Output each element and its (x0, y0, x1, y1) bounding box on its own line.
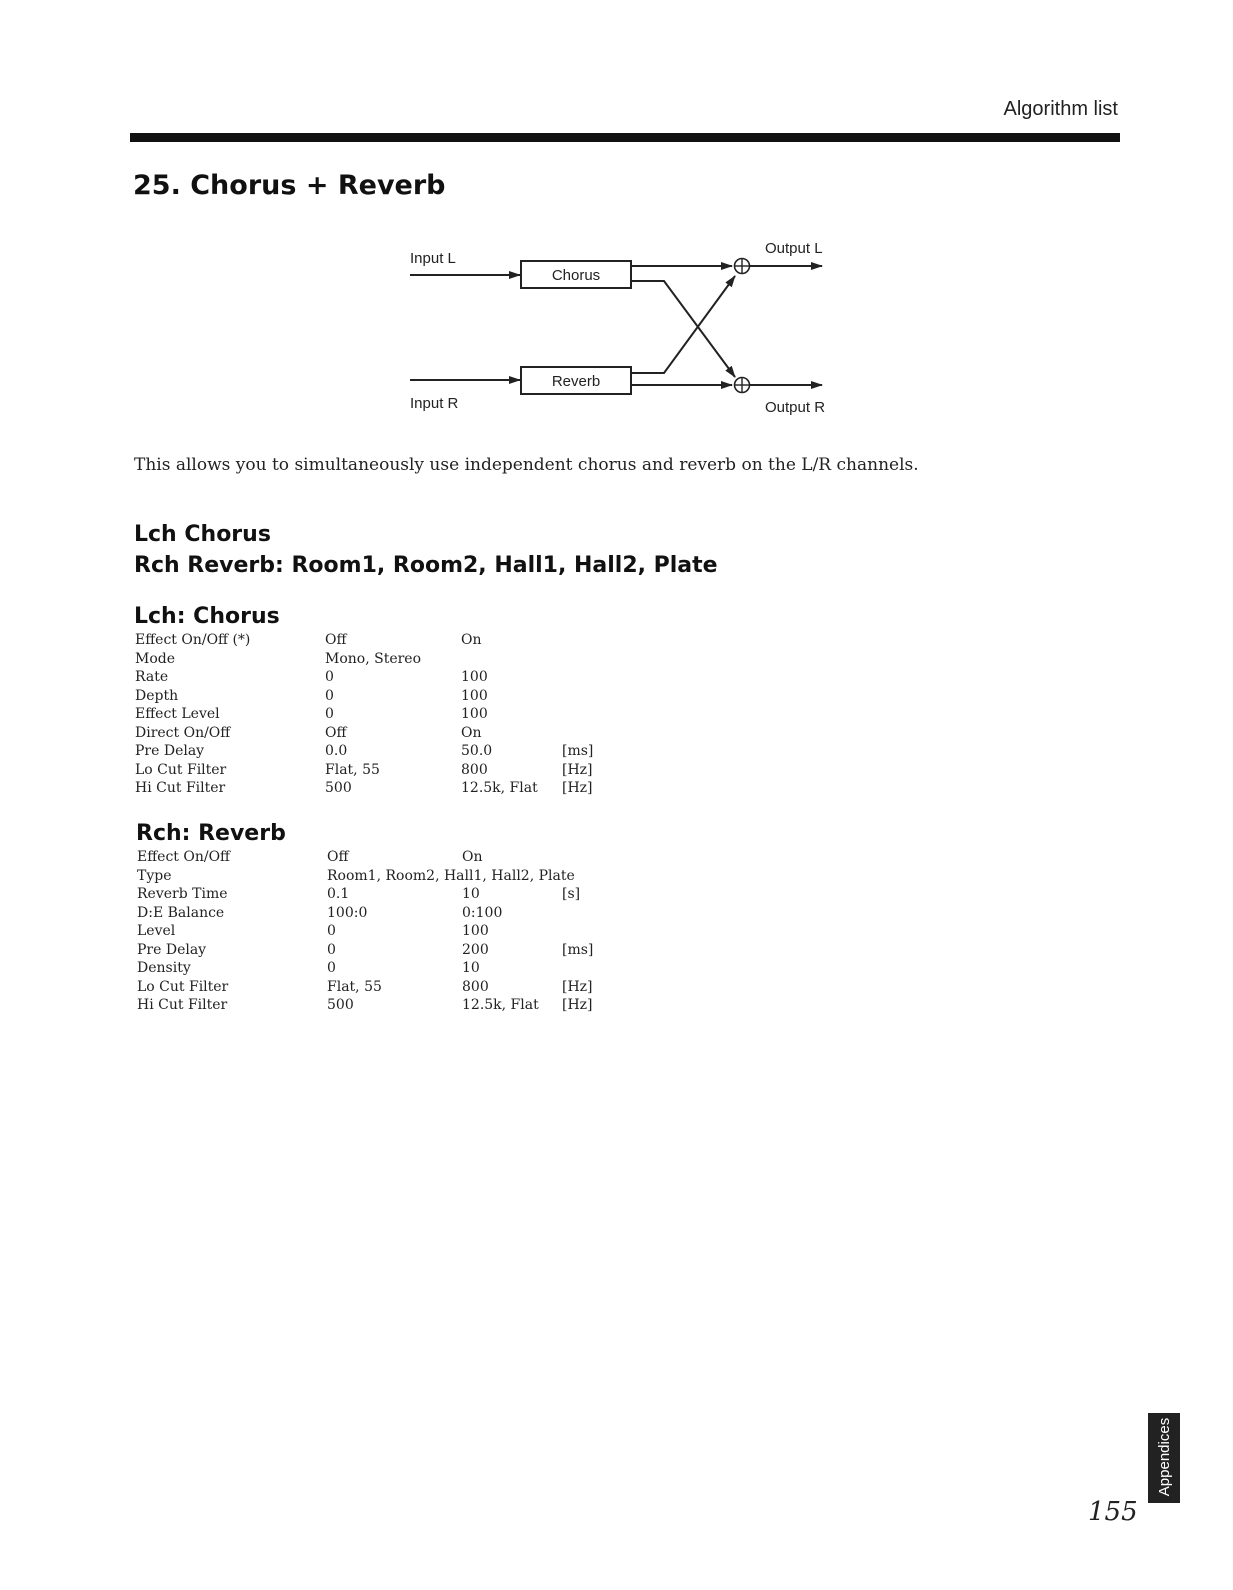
param-max: 100 (462, 923, 489, 939)
param-name: Pre Delay (135, 743, 205, 759)
param-name: Depth (135, 687, 179, 704)
reverb-to-left-mixer (631, 276, 735, 373)
rch-param-row (137, 885, 737, 903)
param-min: 500 (327, 997, 354, 1013)
param-min: 0 (327, 941, 336, 958)
param-name: Rate (135, 669, 169, 685)
section-header-label: Algorithm list (1003, 98, 1118, 120)
lch-section-title: Lch: Chorus (134, 604, 280, 629)
param-min: Flat, 55 (327, 978, 382, 995)
param-min: 0 (325, 706, 334, 722)
param-max: 100 (461, 706, 488, 722)
rch-param-row (137, 922, 737, 940)
param-max: 200 (462, 941, 489, 958)
param-name: Pre Delay (137, 941, 207, 958)
param-max: 12.5k, Flat (461, 780, 538, 796)
subheading-lch: Lch Chorus (134, 522, 271, 547)
param-max: 100 (461, 687, 488, 704)
param-unit: [Hz] (562, 761, 593, 778)
param-unit: [Hz] (562, 997, 593, 1013)
param-max: 50.0 (461, 743, 493, 759)
chorus-to-right-mixer (631, 281, 735, 377)
rch-param-row (137, 996, 737, 1014)
lch-param-row (135, 668, 735, 686)
param-max: 12.5k, Flat (462, 997, 539, 1013)
param-name: Level (137, 923, 176, 939)
right-mixer-plus-icon (735, 378, 750, 393)
signal-flow-diagram (400, 232, 850, 422)
param-max: On (461, 632, 482, 648)
param-unit: [Hz] (562, 978, 593, 995)
input-r-label: Input R (410, 395, 459, 412)
rch-param-row (137, 904, 737, 922)
description-paragraph: This allows you to simultaneously use independent chorus and reverb on the L/R channels. (134, 455, 919, 475)
rch-param-row (137, 959, 737, 977)
lch-param-row (135, 742, 735, 760)
output-l-label: Output L (765, 240, 823, 257)
left-mixer-plus-icon (735, 259, 750, 274)
rch-param-row (137, 867, 737, 885)
rch-param-row (137, 978, 737, 996)
rch-section-title: Rch: Reverb (136, 821, 286, 846)
param-name: Effect On/Off (137, 849, 231, 865)
param-max: 800 (461, 761, 488, 778)
param-max: 0:100 (462, 904, 503, 921)
param-name: Mode (135, 650, 176, 667)
subheading-rch: Rch Reverb: Room1, Room2, Hall1, Hall2, Plate (134, 553, 718, 578)
chorus-block-label: Chorus (551, 267, 601, 284)
lch-param-row (135, 724, 735, 742)
appendices-side-tab (1148, 1413, 1180, 1503)
param-min: Flat, 55 (325, 761, 380, 778)
param-min: Mono, Stereo (325, 650, 422, 667)
param-min: 500 (325, 780, 352, 796)
param-name: Lo Cut Filter (137, 978, 229, 995)
param-min: 0 (325, 687, 334, 704)
param-max: 10 (462, 886, 480, 902)
param-min: 0 (327, 923, 336, 939)
param-min: 0 (327, 960, 336, 976)
rch-param-row (137, 848, 737, 866)
param-name: Lo Cut Filter (135, 761, 227, 778)
param-name: Hi Cut Filter (135, 780, 226, 796)
param-min: 0 (325, 669, 334, 685)
param-max: 800 (462, 978, 489, 995)
param-min: 0.0 (325, 743, 348, 759)
lch-param-row (135, 631, 735, 649)
param-unit: [ms] (562, 941, 594, 958)
lch-param-row (135, 779, 735, 797)
lch-param-row (135, 761, 735, 779)
param-name: Reverb Time (137, 886, 228, 902)
param-max: On (462, 849, 483, 865)
input-l-label: Input L (410, 250, 456, 267)
lch-param-row (135, 687, 735, 705)
header-rule (130, 133, 1120, 142)
param-name: Direct On/Off (135, 724, 231, 741)
param-max: 10 (462, 960, 480, 976)
reverb-block-label: Reverb (551, 373, 601, 390)
param-name: Hi Cut Filter (137, 997, 228, 1013)
rch-param-row (137, 941, 737, 959)
page-title: 25. Chorus + Reverb (133, 170, 446, 201)
param-name: D:E Balance (137, 904, 225, 921)
output-r-label: Output R (765, 399, 826, 416)
param-name: Type (137, 867, 172, 884)
param-max: On (461, 724, 482, 741)
param-unit: [Hz] (562, 780, 593, 796)
param-unit: [ms] (562, 743, 594, 759)
param-min: 0.1 (327, 886, 350, 902)
param-min: Off (325, 724, 347, 741)
param-name: Density (137, 960, 191, 976)
param-min: 100:0 (327, 904, 368, 921)
param-min: Off (325, 632, 347, 648)
page-number: 155 (1088, 1497, 1138, 1527)
lch-param-row (135, 650, 735, 668)
param-min: Room1, Room2, Hall1, Hall2, Plate (327, 867, 575, 884)
param-max: 100 (461, 669, 488, 685)
param-name: Effect Level (135, 706, 220, 722)
appendices-tab-label: Appendices (1156, 1417, 1173, 1497)
param-min: Off (327, 849, 349, 865)
param-name: Effect On/Off (*) (135, 632, 251, 648)
param-unit: [s] (562, 886, 581, 902)
lch-param-row (135, 705, 735, 723)
